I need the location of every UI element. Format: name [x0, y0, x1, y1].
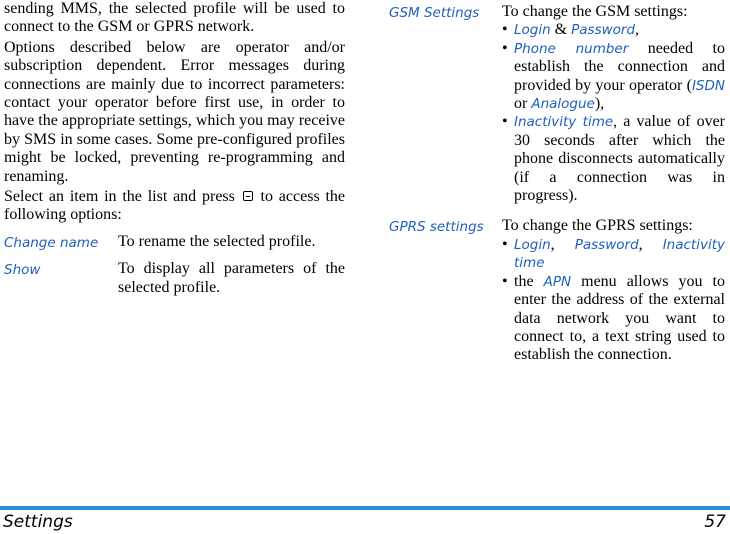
gsm-intro: To change the GSM settings: — [502, 3, 688, 20]
keyword-apn: APN — [543, 273, 572, 290]
gprs-settings-description — [502, 217, 725, 364]
gsm-bullet-login — [502, 21, 725, 39]
left-column — [4, 0, 345, 305]
gprs-bullet-credentials — [502, 236, 725, 273]
option-row-change-name — [4, 233, 345, 252]
instruction-text-before: Select an item in the list and press — [4, 188, 235, 206]
bullet-text: needed to establish the connection and provided by your operator ( — [514, 39, 725, 94]
option-description: To display all parameters of the selected profile. — [118, 260, 345, 296]
gprs-bullet-apn — [502, 273, 725, 365]
keyword-phone-number: Phone number — [514, 40, 629, 57]
gsm-settings-description — [502, 3, 725, 205]
keyword-login: Login — [514, 236, 551, 253]
keyword-isdn: ISDN — [691, 77, 725, 94]
keyword-inactivity-time: Inactivity time — [514, 114, 614, 131]
bullet-glyph: • — [502, 235, 508, 253]
bullet-glyph: • — [502, 113, 508, 131]
option-key: Show — [4, 262, 41, 279]
gsm-bullet-inactivity-time — [502, 113, 725, 205]
right-column — [389, 3, 725, 377]
gprs-settings-entry — [389, 217, 725, 364]
bullet-text: or — [514, 95, 532, 113]
select-instruction-paragraph — [4, 188, 345, 225]
gsm-settings-key: GSM Settings — [389, 5, 480, 21]
options-note-paragraph: Options described below are operator and/or subscription dependent. Error messages during connections are mainly due to incorrect parameters: contact your operator before first use, in order to have the appropriate settings, which you may receive by SMS in some cases. Some pre-configured profiles might be locked, preventing re-programming and renaming. — [4, 38, 345, 185]
gsm-bullet-phone-number — [502, 40, 725, 114]
page-number: 57 — [704, 512, 726, 532]
option-key: Change name — [4, 234, 99, 251]
option-row-show — [4, 260, 345, 297]
keyword-password: Password — [571, 22, 636, 39]
keyword-analogue: Analogue — [531, 96, 595, 113]
bullet-text: menu allows you to enter the address of the external data network you want to connect to, a text string used to establish the connection. — [514, 272, 726, 364]
separator: , — [550, 235, 575, 253]
separator: & — [550, 21, 572, 39]
keyword-login: Login — [514, 22, 551, 39]
footer-section-title: Settings — [3, 512, 73, 532]
instruction-text-after: to access the following options: — [4, 188, 346, 224]
separator: , — [638, 235, 663, 253]
bullet-text: , a value of over 30 seconds after which the phone disconnects automatically (if a connection was in progress). — [514, 113, 725, 205]
keyword-password: Password — [574, 236, 639, 253]
option-description: To rename the selected profile. — [118, 232, 316, 250]
gsm-settings-entry — [389, 3, 725, 205]
keyword-inactivity-time: Inactivity time — [514, 236, 726, 272]
punctuation: ), — [594, 95, 605, 113]
gprs-intro: To change the GPRS settings: — [502, 217, 693, 235]
bullet-glyph: • — [502, 39, 508, 57]
ok-key-icon — [243, 191, 253, 201]
punctuation: , — [635, 21, 640, 39]
profile-options-table — [4, 233, 345, 297]
bullet-glyph: • — [502, 21, 508, 39]
bullet-glyph: • — [502, 272, 508, 290]
intro-paragraph: sending MMS, the selected profile will be used to connect to the GSM or GPRS network. — [4, 0, 345, 36]
gprs-settings-key: GPRS settings — [389, 219, 484, 236]
footer-divider — [0, 506, 730, 510]
bullet-text: the — [514, 272, 544, 290]
